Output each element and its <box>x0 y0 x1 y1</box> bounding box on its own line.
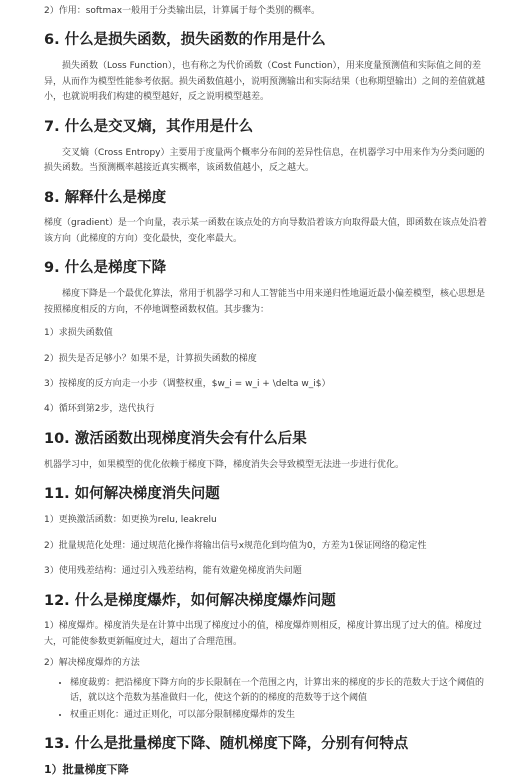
section-9-paragraph: 梯度下降是一个最优化算法，常用于机器学习和人工智能当中用来递归性地逼近最小偏差模型，核心思想是按照梯度相反的方向，不停地调整函数权值。其步骤为： <box>44 289 486 315</box>
section-6-heading: 6. 什么是损失函数，损失函数的作用是什么 <box>44 32 326 49</box>
section-9-step: 2）损失是否足够小？如果不是，计算损失函数的梯度 <box>44 353 257 364</box>
intro-item: 2）作用：softmax一般用于分类输出层，计算属于每个类别的概率。 <box>44 6 321 16</box>
section-9-step: 3）按梯度的反方向走一小步（调整权重，$w_i = w_i + \delta w_i$） <box>44 379 331 389</box>
section-6-paragraph: 损失函数（Loss Function），也有称之为代价函数（Cost Function），用来度量预测值和实际值之间的差异，从而作为模型性能参考依据。损失函数值越小，说明预测输出和实际结果（也称期望输出）之间的差值就越小，也就说明我们构建的模型越好，反之说明模型越差。 <box>44 61 486 103</box>
section-13-heading: 13. 什么是批量梯度下降、随机梯度下降，分别有何特点 <box>44 736 409 753</box>
section-11-heading: 11. 如何解决梯度消失问题 <box>44 486 220 503</box>
section-8-heading: 8. 解释什么是梯度 <box>44 189 167 206</box>
section-13-subheading: 1）批量梯度下降 <box>44 763 129 776</box>
section-9-heading: 9. 什么是梯度下降 <box>44 260 167 277</box>
section-12-bullet: • 权重正则化：通过正则化，可以部分限制梯度爆炸的发生 <box>70 708 491 723</box>
section-12-subheading: 2）解决梯度爆炸的方法 <box>44 658 140 669</box>
section-11-item: 2）批量规范化处理：通过规范化操作将输出信号x规范化到均值为0，方差为1保证网络的稳定性 <box>44 540 427 551</box>
section-11-item: 3）使用残差结构：通过引入残差结构，能有效避免梯度消失问题 <box>44 566 302 577</box>
section-8-paragraph: 梯度（gradient）是一个向量，表示某一函数在该点处的方向导数沿着该方向取得最大值，即函数在该点处沿着该方向（此梯度的方向）变化最快，变化率最大。 <box>44 218 487 244</box>
section-12-bullet-list <box>44 676 491 723</box>
section-7-heading: 7. 什么是交叉熵，其作用是什么 <box>44 118 254 135</box>
section-11-item: 1）更换激活函数：如更换为relu, leakrelu <box>44 515 217 526</box>
section-10-paragraph: 机器学习中，如果模型的优化依赖于梯度下降，梯度消失会导致模型无法进一步进行优化。 <box>44 459 405 470</box>
section-7-paragraph: 交叉熵（Cross Entropy）主要用于度量两个概率分布间的差异性信息，在机器学习中用来作为分类问题的损失函数。当预测概率越接近真实概率，该函数值越小，反之越大。 <box>44 147 485 174</box>
section-12-bullet: • 梯度裁剪：把沿梯度下降方向的步长限制在一个范围之内，计算出来的梯度的步长的范数大于这个阈值的话，就以这个范数为基准做归一化，使这个新的的梯度的范数等于这个阈值 <box>70 676 491 707</box>
section-12-paragraph: 1）梯度爆炸。梯度消失是在计算中出现了梯度过小的值，梯度爆炸则相反，梯度计算出现了过大的值。梯度过大，可能使参数更新幅度过大，超出了合理范围。 <box>44 621 482 647</box>
section-10-heading: 10. 激活函数出现梯度消失会有什么后果 <box>44 430 307 447</box>
section-9-step: 4）循环到第2步，迭代执行 <box>44 404 155 415</box>
section-9-step: 1）求损失函数值 <box>44 328 113 339</box>
section-12-heading: 12. 什么是梯度爆炸，如何解决梯度爆炸问题 <box>44 592 336 609</box>
